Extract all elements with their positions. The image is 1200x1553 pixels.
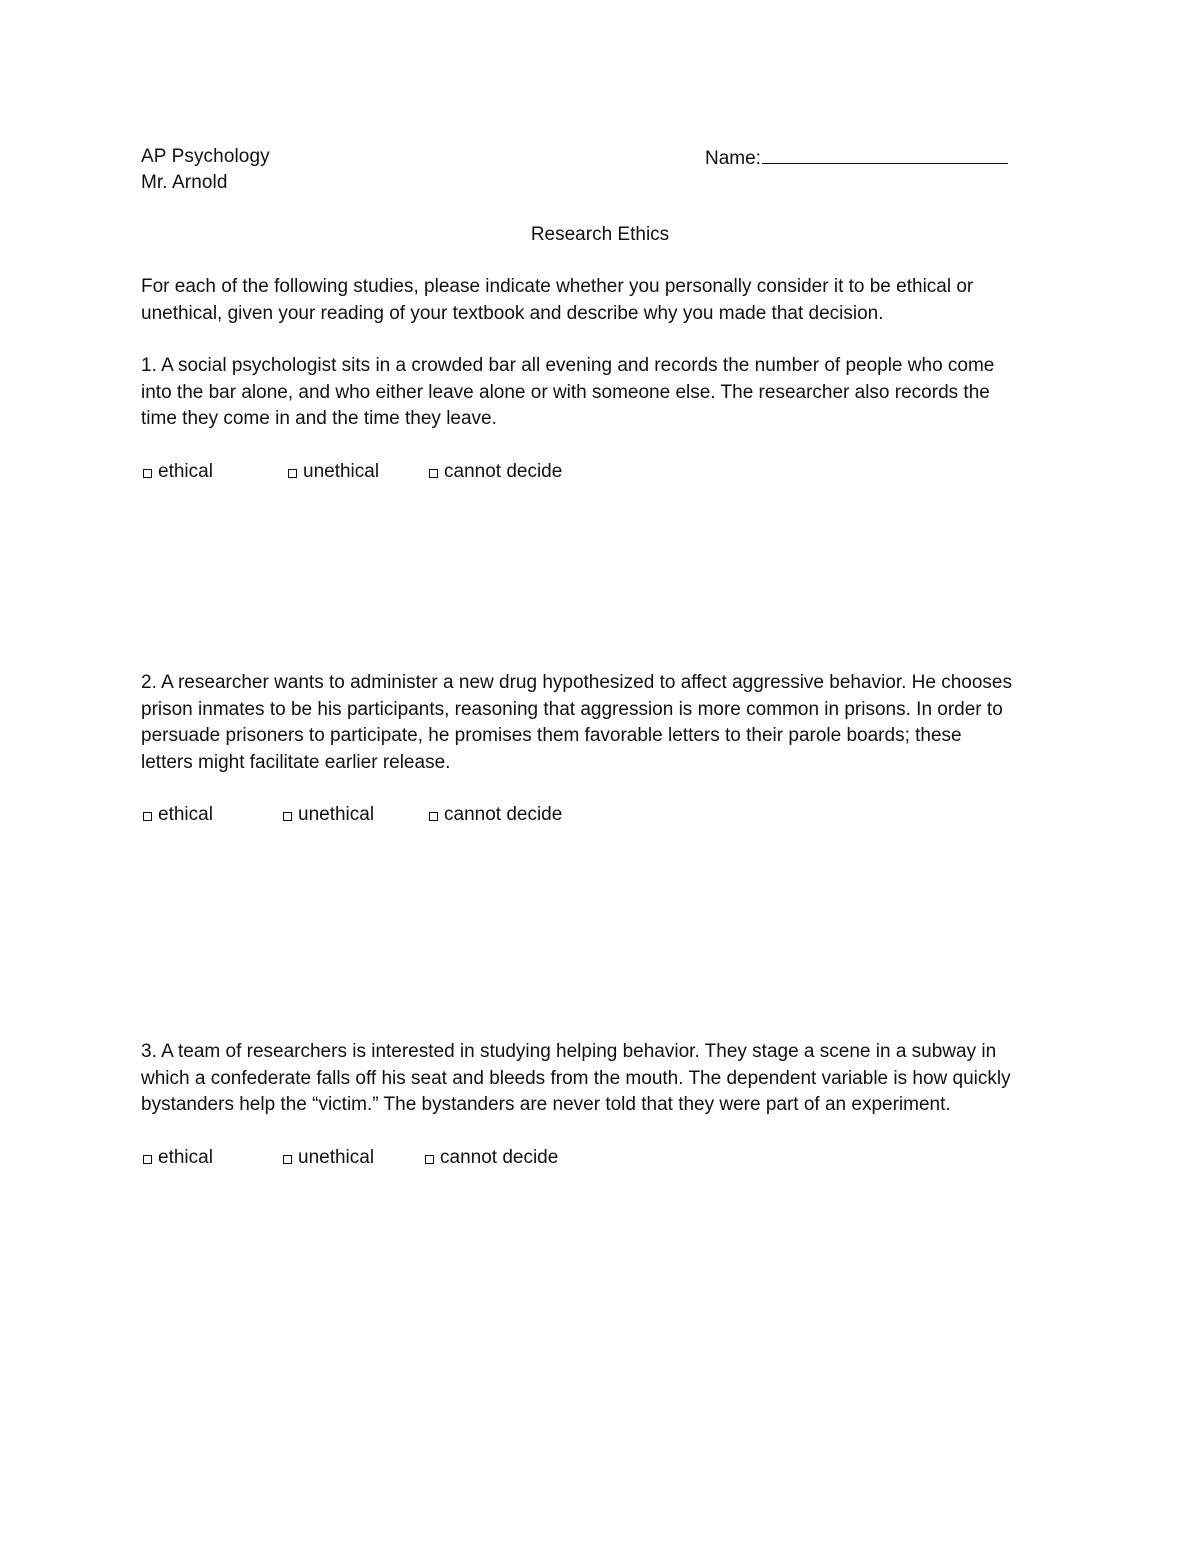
question-line: time they come in and the time they leave. <box>141 408 497 429</box>
checkbox-icon[interactable] <box>283 812 292 821</box>
question-line: into the bar alone, and who either leave alone or with someone else. The researcher also records the <box>141 381 990 403</box>
teacher-name: Mr. Arnold <box>141 172 228 193</box>
option-unethical[interactable] <box>283 1145 374 1172</box>
question-line: letters might facilitate earlier release. <box>141 751 451 773</box>
checkbox-icon[interactable] <box>425 1155 434 1164</box>
course-name: AP Psychology <box>141 146 270 167</box>
instructions-line: unethical, given your reading of your textbook and describe why you made that decision. <box>141 302 884 324</box>
checkbox-icon[interactable] <box>143 812 152 821</box>
page-title: Research Ethics <box>530 224 670 245</box>
checkbox-icon[interactable] <box>429 469 438 478</box>
instructions <box>141 274 1071 327</box>
question-line: bystanders help the “victim.” The bystanders are never told that they were part of an experiment. <box>141 1094 951 1115</box>
checkbox-icon[interactable] <box>143 469 152 478</box>
option-label: unethical <box>303 461 380 482</box>
name-label: Name: <box>705 148 761 169</box>
option-cannot-decide[interactable] <box>429 802 562 829</box>
name-blank-line[interactable] <box>762 144 1008 164</box>
option-label: unethical <box>298 804 375 825</box>
option-label: ethical <box>158 461 213 482</box>
question-line: 1. A social psychologist sits in a crowded bar all evening and records the number of people who come <box>141 355 995 376</box>
question-line: 2. A researcher wants to administer a new drug hypothesized to affect aggressive behavior. He chooses <box>141 672 1012 693</box>
question-3 <box>141 1039 1071 1119</box>
option-ethical[interactable] <box>143 1145 213 1172</box>
question-2 <box>141 670 1071 776</box>
option-ethical[interactable] <box>143 459 213 486</box>
instructions-line: For each of the following studies, please indicate whether you personally consider it to be ethical or <box>141 276 974 297</box>
option-label: ethical <box>158 804 213 825</box>
checkbox-icon[interactable] <box>283 1155 292 1164</box>
option-label: unethical <box>298 1147 375 1168</box>
checkbox-icon[interactable] <box>143 1155 152 1164</box>
option-label: cannot decide <box>444 461 563 482</box>
checkbox-icon[interactable] <box>288 469 297 478</box>
option-label: ethical <box>158 1147 213 1168</box>
option-label: cannot decide <box>444 804 563 825</box>
checkbox-icon[interactable] <box>429 812 438 821</box>
option-label: cannot decide <box>440 1147 559 1168</box>
option-unethical[interactable] <box>283 802 374 829</box>
option-cannot-decide[interactable] <box>429 459 562 486</box>
option-cannot-decide[interactable] <box>425 1145 558 1172</box>
name-field <box>705 144 1008 173</box>
question-line: 3. A team of researchers is interested in studying helping behavior. They stage a scene in a subway in <box>141 1041 997 1062</box>
question-line: prison inmates to be his participants, reasoning that aggression is more common in prisons. In order to <box>141 698 1003 720</box>
option-ethical[interactable] <box>143 802 213 829</box>
question-1 <box>141 353 1071 433</box>
question-line: persuade prisoners to participate, he promises them favorable letters to their parole boards; these <box>141 725 962 746</box>
question-line: which a confederate falls off his seat and bleeds from the mouth. The dependent variable is how quickly <box>141 1067 1011 1089</box>
option-unethical[interactable] <box>288 459 379 486</box>
